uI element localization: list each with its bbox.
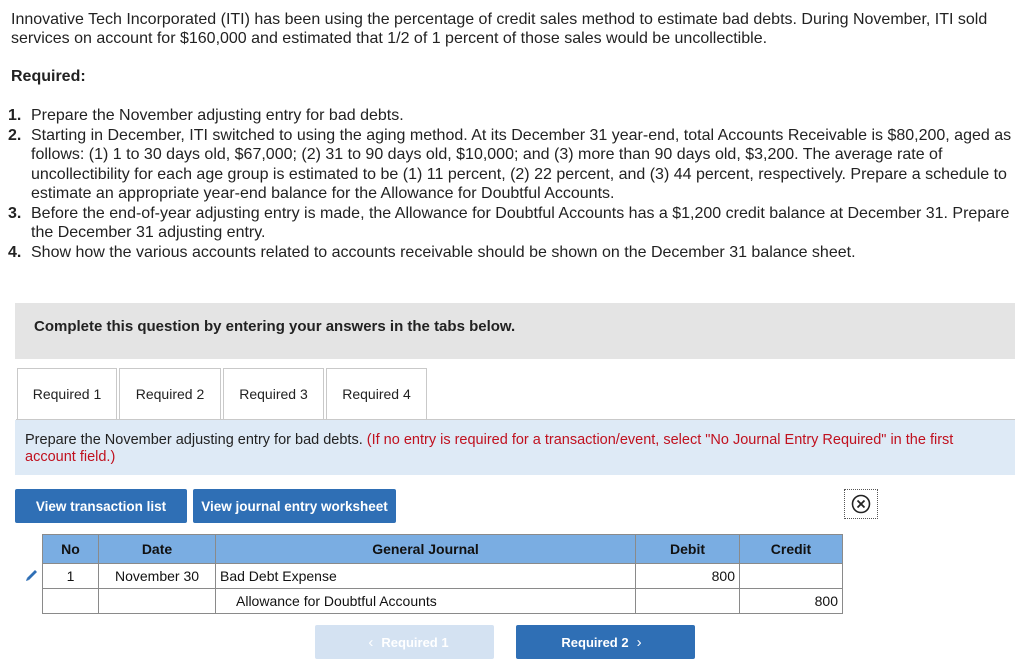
prompt-note: (If no entry is required for a transaction/event, select "No Journal Entry Required" in the first account field.): [25, 432, 954, 465]
required-heading: Required:: [11, 68, 86, 85]
cell-no: [43, 589, 99, 614]
header-credit: Credit: [740, 535, 843, 564]
header-date: Date: [99, 535, 216, 564]
close-circle-icon: [851, 494, 871, 514]
header-debit: Debit: [636, 535, 740, 564]
cell-no: 1: [43, 564, 99, 589]
chevron-left-icon: ‹: [368, 633, 374, 651]
header-no: No: [43, 535, 99, 564]
requirement-text: Before the end-of-year adjusting entry is made, the Allowance for Doubtful Accounts has a $1,200 credit balance at December 31. Prepare the December 31 adjusting entry.: [31, 204, 1010, 241]
tab-required-2[interactable]: Required 2: [119, 368, 221, 419]
cell-debit[interactable]: [636, 589, 740, 614]
next-requirement-button[interactable]: [516, 625, 695, 659]
cell-credit[interactable]: 800: [740, 589, 843, 614]
clear-entry-button[interactable]: [844, 489, 878, 519]
next-label: Required 2: [561, 634, 629, 650]
requirement-item: [8, 126, 1022, 204]
table-row: [43, 589, 843, 614]
tab-required-1[interactable]: Required 1: [17, 368, 117, 419]
tab-required-4[interactable]: Required 4: [326, 368, 427, 419]
cell-date[interactable]: [99, 589, 216, 614]
requirements-list: [8, 106, 1022, 262]
general-journal-table: [42, 534, 843, 614]
previous-label: Required 1: [381, 634, 449, 650]
prompt-box: [15, 420, 1015, 475]
header-general-journal: General Journal: [216, 535, 636, 564]
requirement-item: [8, 106, 1022, 126]
tab-required-3[interactable]: Required 3: [223, 368, 324, 419]
requirement-text: Prepare the November adjusting entry for bad debts.: [31, 107, 404, 124]
chevron-right-icon: ›: [636, 633, 642, 651]
edit-pencil-icon[interactable]: [24, 567, 40, 583]
requirement-number: 2.: [8, 126, 22, 144]
cell-date[interactable]: November 30: [99, 564, 216, 589]
instruction-text: Complete this question by entering your answers in the tabs below.: [34, 318, 516, 335]
cell-credit[interactable]: [740, 564, 843, 589]
prompt-text: [25, 432, 1005, 466]
table-header-row: [43, 535, 843, 564]
requirement-text: Starting in December, ITI switched to using the aging method. At its December 31 year-end, total Accounts Receivable is $80,200, aged as follows: (1) 1 to 30 days old, $67,000; (2) 31 to 90 days old, $10,000; and (3) more than 90 days old, $3,200. The average rate of uncollectibility for each age group is estimated to be (1) 11 percent, (2) 22 percent, and (3) 44 percent, respectively. Prepare a schedule to estimate an appropriate year-end balance for the Allowance for Doubtful Accounts.: [31, 126, 1012, 202]
requirement-number: 4.: [8, 243, 22, 261]
cell-account[interactable]: Bad Debt Expense: [216, 564, 636, 589]
cell-account[interactable]: Allowance for Doubtful Accounts: [216, 589, 636, 614]
requirement-item: [8, 204, 1022, 243]
requirement-number: 1.: [8, 107, 22, 124]
cell-debit[interactable]: 800: [636, 564, 740, 589]
view-transaction-list-button[interactable]: View transaction list: [15, 489, 187, 523]
table-row: [43, 564, 843, 589]
problem-intro: Innovative Tech Incorporated (ITI) has been using the percentage of credit sales method to estimate bad debts. During November, ITI sold services on account for $160,000 and estimated that 1/2 of 1 percent of those sales would be uncollectible.: [11, 11, 988, 47]
previous-requirement-button[interactable]: [315, 625, 494, 659]
prompt-main: Prepare the November adjusting entry for bad debts.: [25, 432, 363, 448]
requirement-number: 3.: [8, 204, 22, 222]
requirement-item: [8, 243, 1022, 263]
instruction-banner: [15, 303, 1015, 359]
requirement-text: Show how the various accounts related to accounts receivable should be shown on the December 31 balance sheet.: [31, 243, 856, 261]
view-journal-entry-worksheet-button[interactable]: View journal entry worksheet: [193, 489, 396, 523]
